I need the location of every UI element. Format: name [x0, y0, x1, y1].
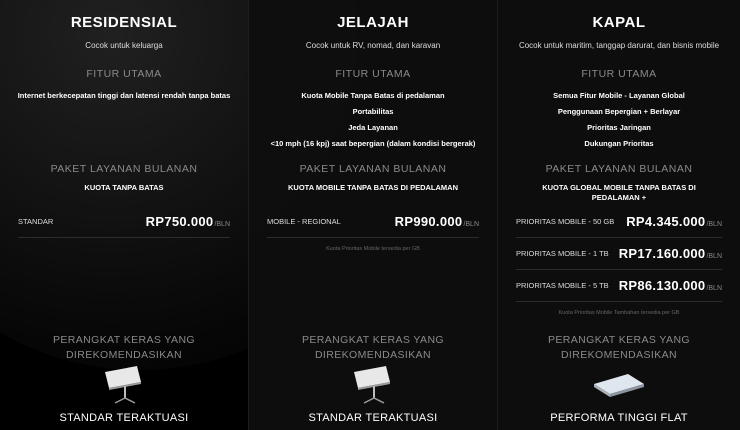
hardware-heading [498, 333, 740, 363]
priority-note: Kuota Prioritas Mobile tersedia per GB [326, 246, 420, 252]
price-row[interactable] [516, 269, 722, 302]
hardware-heading-line2: DIREKOMENDASIKAN [314, 349, 432, 361]
feature-list [249, 90, 497, 154]
price-tier-label: MOBILE - REGIONAL [267, 216, 341, 226]
feature-item: Jeda Layanan [348, 123, 398, 132]
hardware-name: STANDAR TERAKTUASI [59, 412, 189, 424]
price-tier-label: PRIORITAS MOBILE - 1 TB [516, 248, 609, 258]
price-tier-label: PRIORITAS MOBILE - 50 GB [516, 216, 615, 226]
features-heading: FITUR UTAMA [581, 68, 657, 80]
plan-name: JELAJAH [337, 14, 409, 31]
package-title: KUOTA MOBILE TANPA BATAS DI PEDALAMAN [288, 183, 458, 192]
package-heading: PAKET LAYANAN BULANAN [50, 163, 198, 175]
price-amount: RP990.000 [394, 213, 463, 229]
priority-note: Kuota Prioritas Mobile Tambahan tersedia per GB [558, 310, 680, 316]
hardware-heading-line2: DIREKOMENDASIKAN [560, 349, 678, 361]
plan-name: KAPAL [592, 14, 646, 31]
feature-item: <10 mph (16 kpj) saat bepergian (dalam kondisi bergerak) [270, 139, 476, 148]
plan-card-kapal [497, 0, 740, 430]
features-heading: FITUR UTAMA [335, 68, 411, 80]
price-amount: RP750.000 [145, 213, 214, 229]
flat-high-performance-dish-icon [592, 372, 646, 403]
hardware-heading-line2: DIREKOMENDASIKAN [65, 349, 183, 361]
price [395, 214, 479, 229]
plan-subtitle: Cocok untuk maritim, tanggap darurat, dan bisnis mobile [518, 41, 720, 50]
hardware-name: STANDAR TERAKTUASI [308, 412, 438, 424]
feature-item: Kuota Mobile Tanpa Batas di pedalaman [301, 91, 445, 100]
price-tier-label: STANDAR [18, 216, 54, 226]
hardware-heading-line1: PERANGKAT KERAS YANG [547, 334, 690, 346]
package-title: KUOTA GLOBAL MOBILE TANPA BATAS DI PEDALAMAN + [542, 183, 696, 202]
package-title: KUOTA TANPA BATAS [84, 183, 164, 192]
feature-item: Penggunaan Bepergian + Berlayar [557, 107, 681, 116]
hardware-heading [249, 333, 497, 363]
price-unit: /BLN [706, 220, 722, 228]
price-row[interactable] [516, 205, 722, 238]
feature-item: Dukungan Prioritas [584, 139, 654, 148]
plan-card-jelajah [248, 0, 497, 430]
price-row[interactable] [267, 205, 479, 238]
plan-name: RESIDENSIAL [70, 14, 178, 31]
price-row[interactable] [516, 237, 722, 270]
price-unit: /BLN [463, 220, 479, 228]
feature-item: Portabilitas [352, 107, 394, 116]
price-unit: /BLN [214, 220, 230, 228]
feature-item: Semua Fitur Mobile - Layanan Global [553, 91, 685, 100]
feature-list [498, 90, 740, 154]
plan-subtitle: Cocok untuk keluarga [85, 41, 163, 50]
features-heading: FITUR UTAMA [86, 68, 162, 80]
standard-dish-icon [348, 366, 398, 409]
feature-item: Internet berkecepatan tinggi dan latensi rendah tanpa batas [17, 91, 231, 100]
price [619, 246, 722, 261]
plan-card-residensial [0, 0, 248, 430]
hardware-heading-line1: PERANGKAT KERAS YANG [301, 334, 444, 346]
price-amount: RP86.130.000 [618, 277, 706, 293]
feature-list [0, 90, 248, 106]
standard-dish-icon [99, 366, 149, 409]
price-unit: /BLN [706, 252, 722, 260]
price-amount: RP4.345.000 [626, 213, 706, 229]
price-unit: /BLN [706, 284, 722, 292]
price-amount: RP17.160.000 [618, 245, 706, 261]
hardware-heading-line1: PERANGKAT KERAS YANG [52, 334, 195, 346]
price-tier-label: PRIORITAS MOBILE - 5 TB [516, 280, 609, 290]
hardware-name: PERFORMA TINGGI FLAT [550, 412, 688, 424]
plan-subtitle: Cocok untuk RV, nomad, dan karavan [305, 41, 441, 50]
hardware-heading [0, 333, 248, 363]
price [626, 214, 722, 229]
price [146, 214, 230, 229]
price [619, 278, 722, 293]
price-row[interactable] [18, 205, 230, 238]
feature-item: Prioritas Jaringan [587, 123, 651, 132]
package-heading: PAKET LAYANAN BULANAN [545, 163, 693, 175]
package-heading: PAKET LAYANAN BULANAN [299, 163, 447, 175]
